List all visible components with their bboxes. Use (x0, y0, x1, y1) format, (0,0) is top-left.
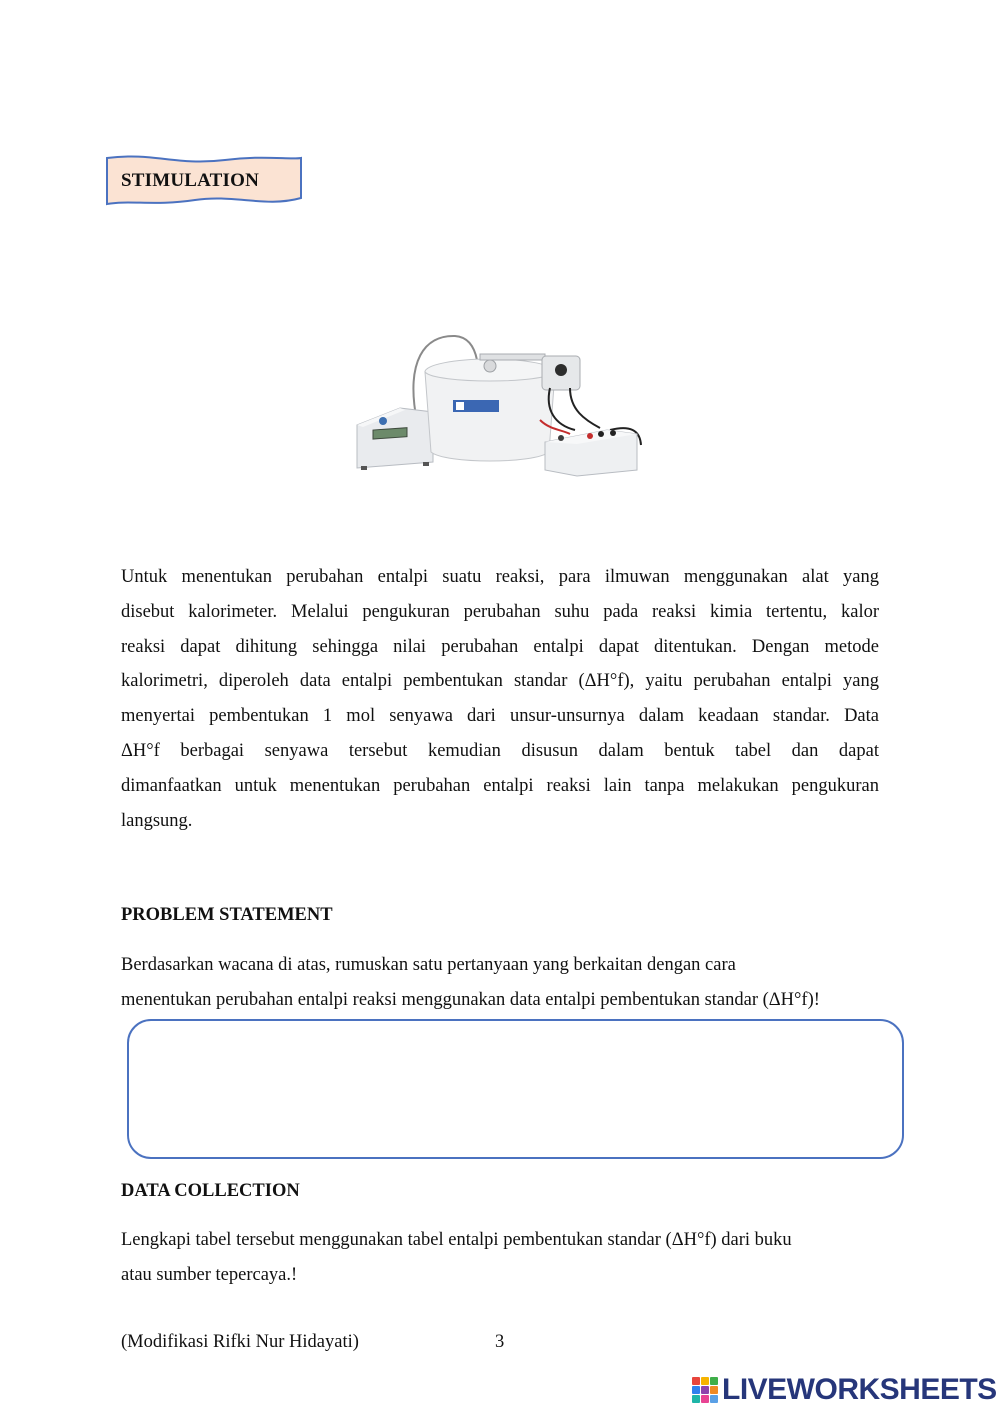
stimulation-paragraph (121, 560, 879, 838)
paragraph-line: disebut kalorimeter. Melalui pengukuran perubahan suhu pada reaksi kimia tertentu, kalor (121, 601, 879, 622)
banner-label: STIMULATION (121, 170, 260, 191)
page-number: 3 (495, 1332, 505, 1352)
data-collection-heading: DATA COLLECTION (121, 1181, 300, 1201)
data-collection-instructions (121, 1223, 879, 1293)
paragraph-line: kalorimetri, diperoleh data entalpi pembentukan standar (ΔH°f), yaitu perubahan entalpi yang (121, 671, 879, 692)
paragraph-line: menyertai pembentukan 1 mol senyawa dari unsur-unsurnya dalam keadaan standar. Data (121, 706, 879, 727)
liveworksheets-tiles-icon (692, 1377, 718, 1403)
instruction-line: Lengkapi tabel tersebut menggunakan tabel entalpi pembentukan standar (ΔH°f) dari buku (121, 1230, 792, 1250)
instruction-line: menentukan perubahan entalpi reaksi menggunakan data entalpi pembentukan standar (ΔH°f)! (121, 989, 820, 1010)
liveworksheets-logo[interactable] (692, 1372, 997, 1408)
problem-statement-answer-box[interactable] (127, 1019, 904, 1159)
paragraph-line: dimanfaatkan untuk menentukan perubahan entalpi reaksi lain tanpa melakukan pengukuran (121, 775, 879, 796)
section-banner-stimulation (105, 154, 303, 208)
instruction-line: Berdasarkan wacana di atas, rumuskan satu pertanyaan yang berkaitan dengan cara (121, 955, 736, 975)
problem-statement-instructions (121, 948, 879, 1018)
problem-statement-heading: PROBLEM STATEMENT (121, 905, 333, 925)
footer-credit: (Modifikasi Rifki Nur Hidayati) (121, 1332, 359, 1352)
paragraph-line: langsung. (121, 810, 193, 831)
calorimeter-photo (345, 330, 655, 480)
paragraph-line: reaksi dapat dihitung sehingga nilai perubahan entalpi dapat ditentukan. Dengan metode (121, 636, 879, 657)
instruction-line: atau sumber tepercaya.! (121, 1264, 298, 1285)
paragraph-line: Untuk menentukan perubahan entalpi suatu reaksi, para ilmuwan menggunakan alat yang (121, 567, 879, 587)
paragraph-line: ΔH°f berbagai senyawa tersebut kemudian disusun dalam bentuk tabel dan dapat (121, 740, 879, 761)
liveworksheets-wordmark: LIVEWORKSHEETS (722, 1373, 997, 1406)
